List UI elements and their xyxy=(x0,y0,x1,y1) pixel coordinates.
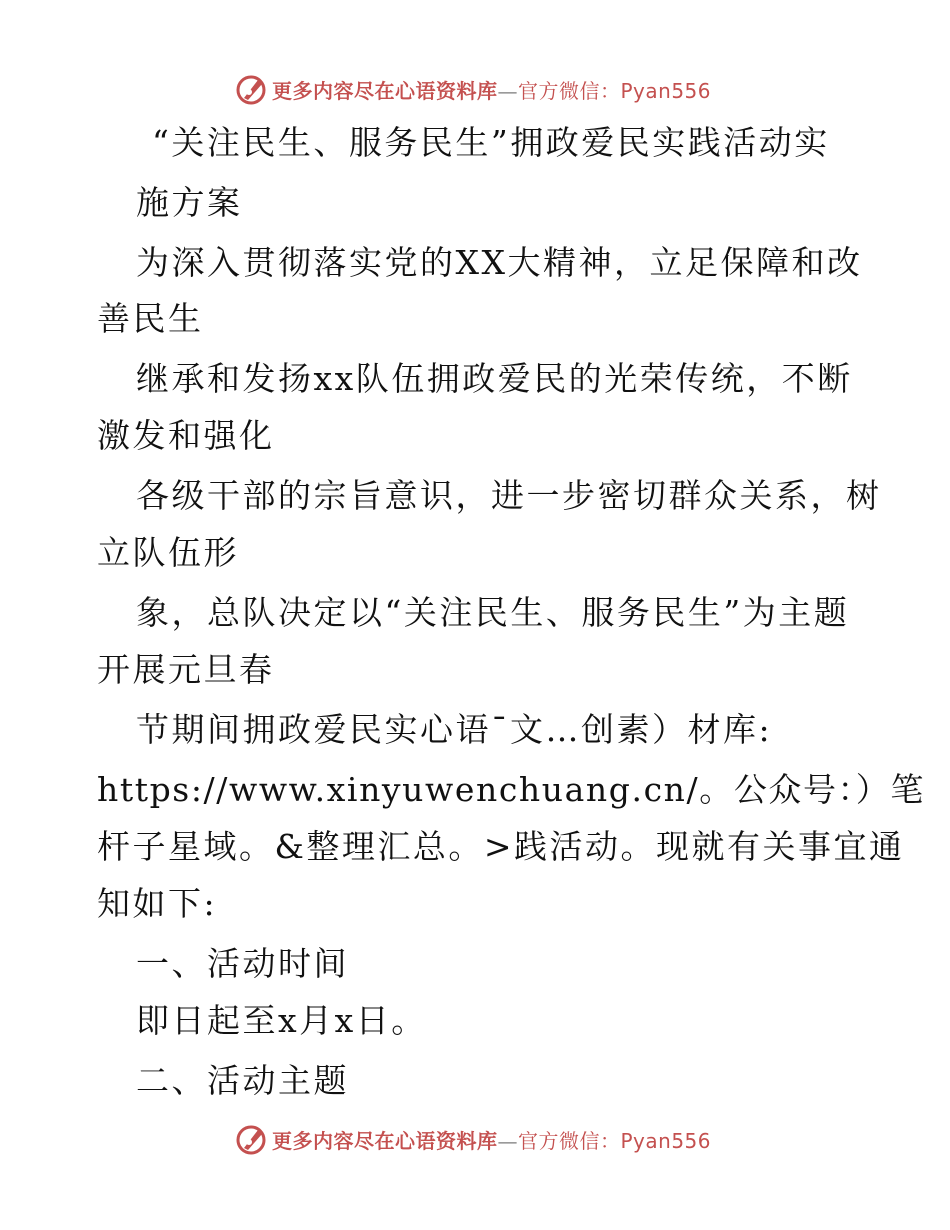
body-line: 善民生 xyxy=(97,299,204,338)
header-banner-main: 更多内容尽在心语资料库 xyxy=(272,78,498,103)
body-line: 知如下: xyxy=(97,884,218,923)
body-line: 继承和发扬xx队伍拥政爱民的光荣传统，不断 xyxy=(136,359,853,398)
header-banner-wechat: 官方微信：Pyan556 xyxy=(518,78,712,103)
header-banner-content xyxy=(234,72,711,106)
body-line: 开展元旦春 xyxy=(97,650,275,689)
header-banner xyxy=(0,70,950,110)
pen-logo-icon xyxy=(234,72,268,106)
body-line: 各级干部的宗旨意识，进一步密切群众关系，树 xyxy=(136,476,882,515)
body-line: 节期间拥政爱民实心语¯文…创素）材库: xyxy=(136,710,773,749)
body-line: 施方案 xyxy=(136,183,243,222)
body-line: 即日起至x月x日。 xyxy=(136,1001,427,1040)
footer-banner xyxy=(0,1120,950,1160)
body-line: 为深入贯彻落实党的XX大精神，立足保障和改 xyxy=(136,243,863,282)
body-line: 象，总队决定以“关注民生、服务民生”为主题 xyxy=(136,593,850,632)
body-line: 杆子星域。&整理汇总。>践活动。现就有关事宜通 xyxy=(97,827,905,866)
header-banner-text xyxy=(272,75,711,104)
header-banner-dash: — xyxy=(497,78,518,103)
footer-banner-text xyxy=(272,1125,711,1154)
footer-banner-content xyxy=(234,1122,711,1156)
body-line: 激发和强化 xyxy=(97,416,275,455)
body-line: “关注民生、服务民生”拥政爱民实践活动实 xyxy=(152,123,830,162)
footer-banner-dash: — xyxy=(497,1128,518,1153)
section-heading: 一、活动时间 xyxy=(136,944,349,983)
footer-banner-wechat: 官方微信：Pyan556 xyxy=(518,1128,712,1153)
pen-logo-icon xyxy=(234,1122,268,1156)
body-line: 立队伍形 xyxy=(97,533,239,572)
section-heading: 二、活动主题 xyxy=(136,1061,349,1100)
footer-banner-main: 更多内容尽在心语资料库 xyxy=(272,1128,498,1153)
body-line: https://www.xinyuwenchuang.cn/。公众号：）笔 xyxy=(97,770,925,809)
